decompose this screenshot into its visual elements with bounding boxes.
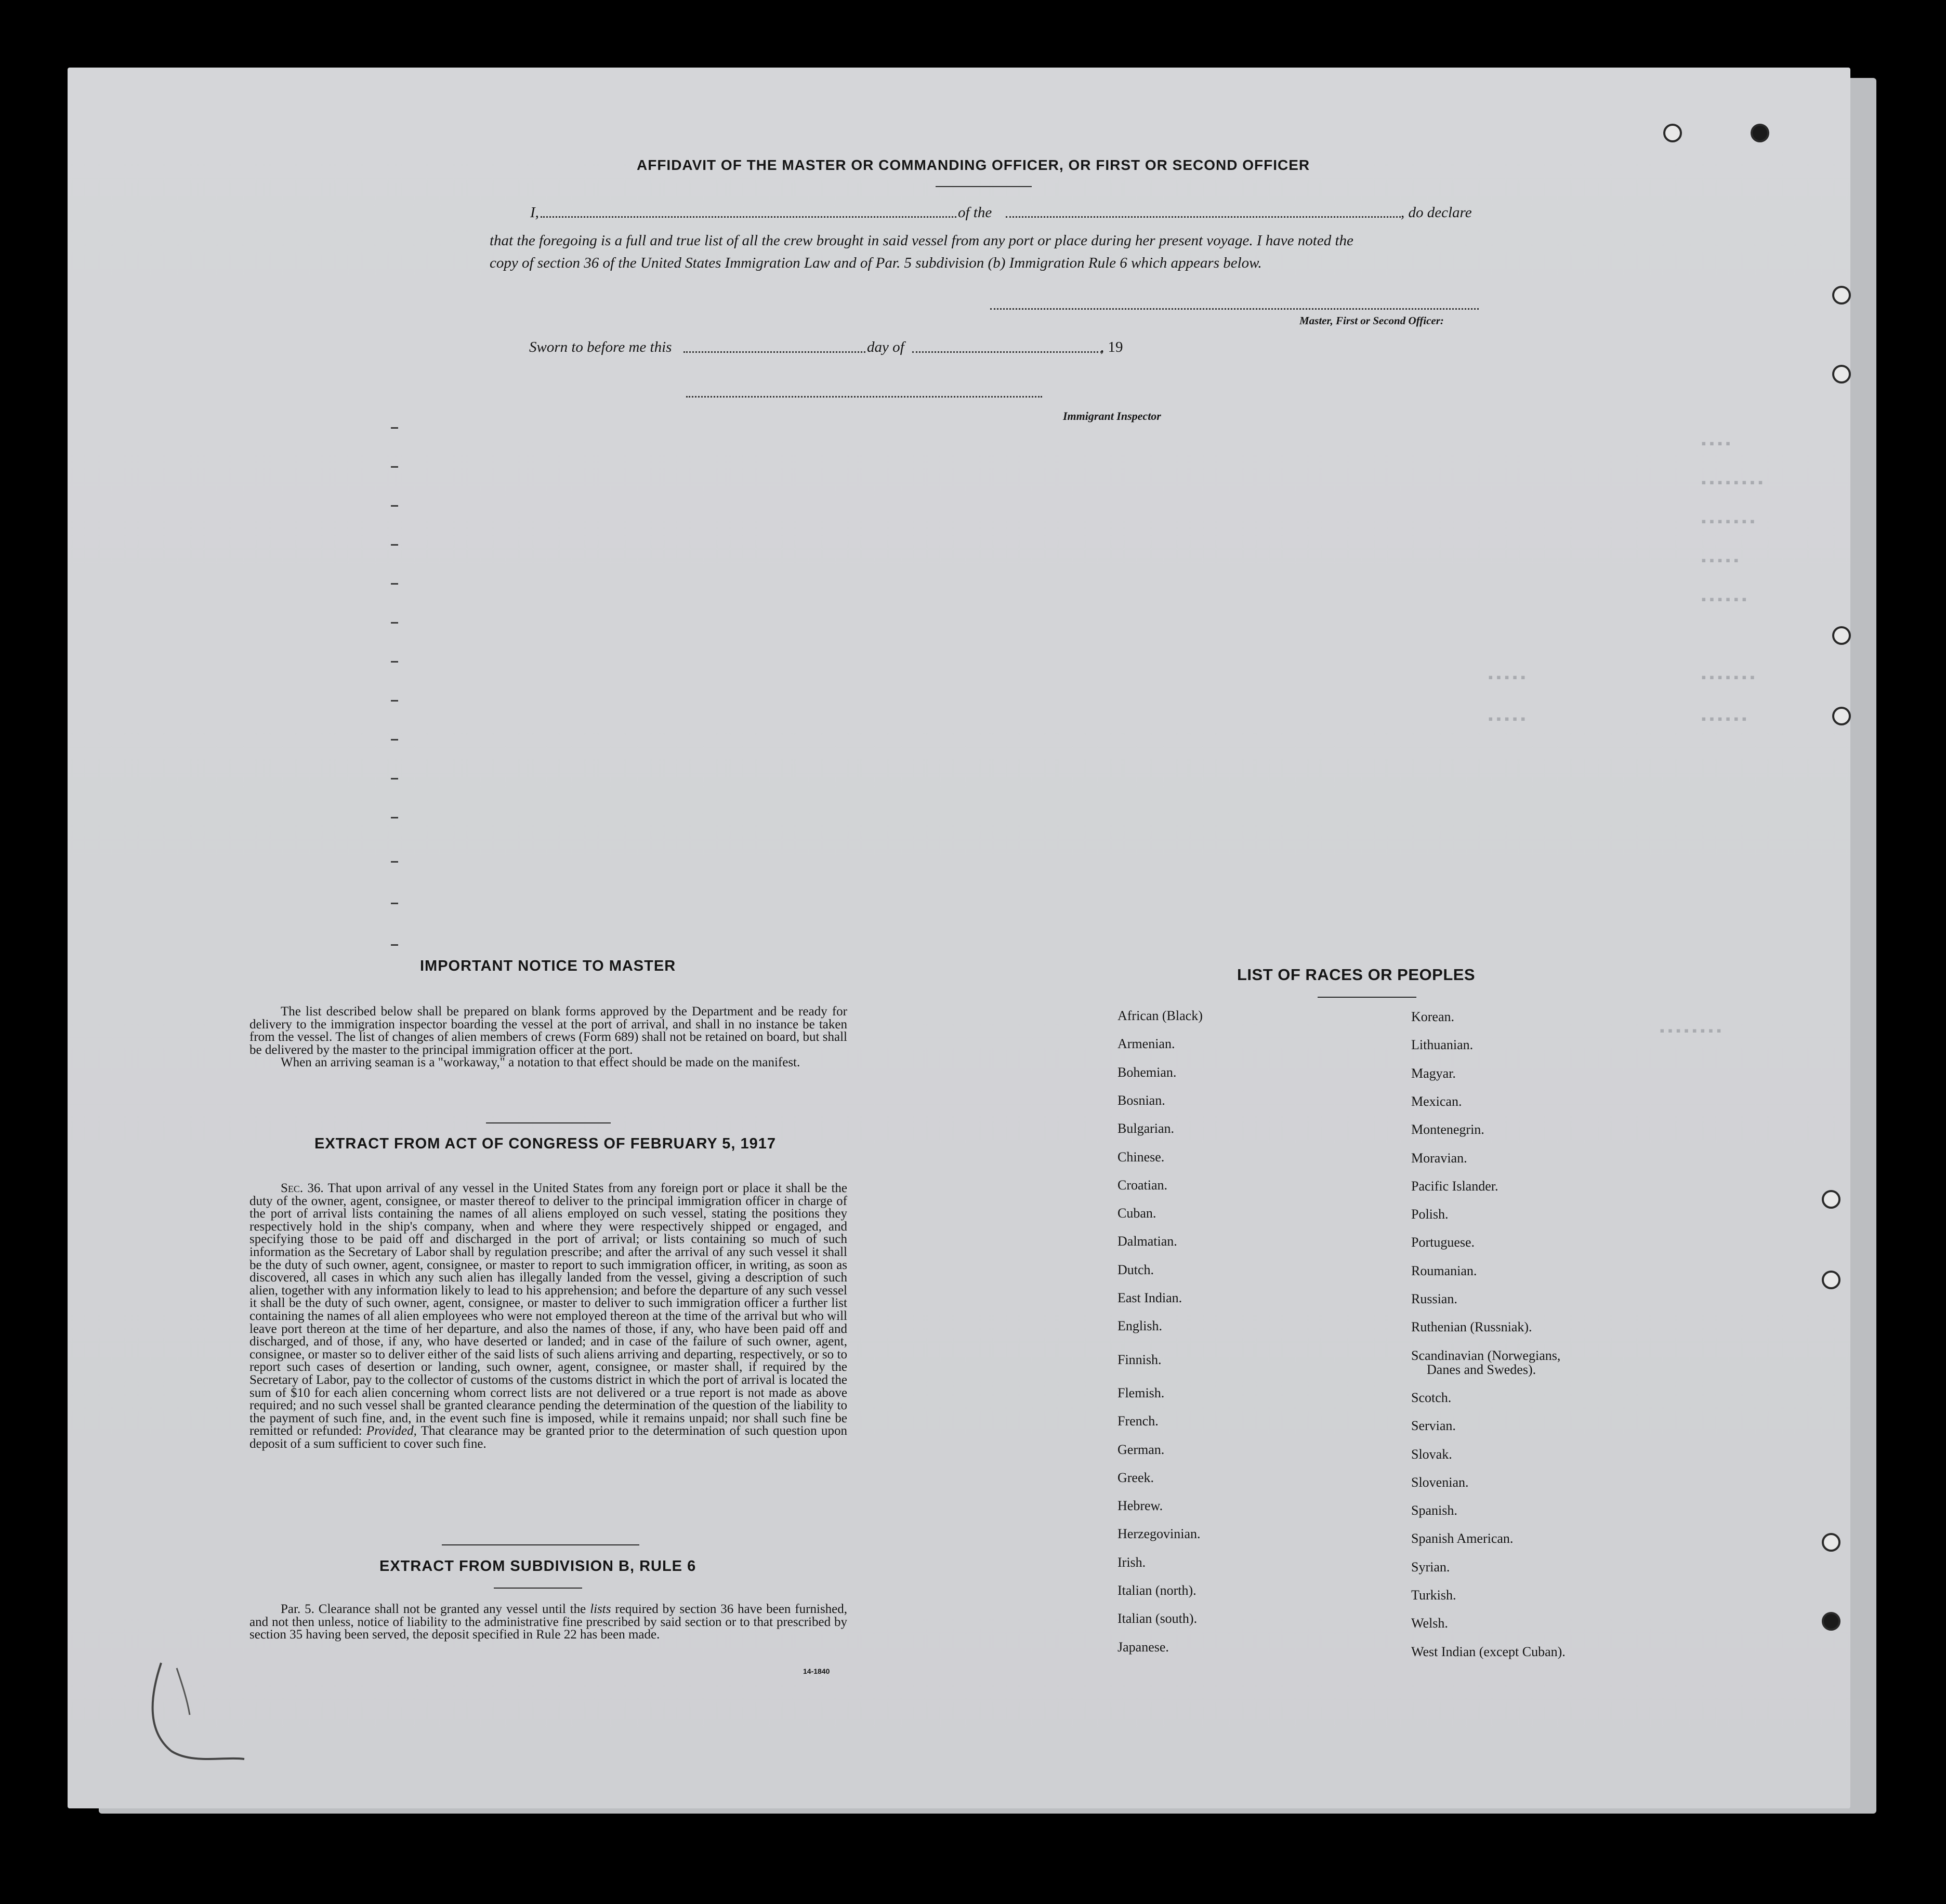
sworn-month-field[interactable] <box>912 351 1102 353</box>
margin-mark <box>391 817 398 818</box>
race-item: Italian (south). <box>1117 1611 1198 1627</box>
race-item: Syrian. <box>1411 1559 1450 1575</box>
race-item: Irish. <box>1117 1554 1146 1570</box>
sworn-day-field[interactable] <box>683 351 865 353</box>
race-item: Korean. <box>1411 1009 1455 1024</box>
race-item: African (Black) <box>1117 1008 1203 1023</box>
race-item: Russian. <box>1411 1291 1457 1306</box>
vessel-name-field[interactable] <box>1006 216 1401 218</box>
punch-hole <box>1822 1533 1840 1552</box>
race-item: Hebrew. <box>1117 1498 1163 1514</box>
race-item: Turkish. <box>1411 1588 1456 1603</box>
affidavit-declare-label: , do declare <box>1401 204 1472 221</box>
bleed-through-mark: ▪▪▪▪▪▪▪ <box>1700 670 1757 686</box>
margin-mark <box>391 505 398 507</box>
punch-hole <box>1822 1190 1840 1209</box>
act-section-end: That clearance may be granted prior to the determination of such question upon deposit of a sum sufficient to cover such fine. <box>249 1424 847 1451</box>
race-item: Roumanian. <box>1411 1263 1477 1278</box>
margin-mark <box>391 661 398 663</box>
bleed-through-mark: ▪▪▪▪▪ <box>1700 553 1741 569</box>
margin-mark <box>391 427 398 429</box>
punch-hole <box>1832 365 1851 384</box>
act-provided-label: Provided, <box>366 1424 417 1438</box>
race-item: Scotch. <box>1411 1390 1452 1405</box>
rule-text-lists: lists <box>590 1602 611 1616</box>
bleed-through-mark: ▪▪▪▪ <box>1700 437 1732 452</box>
margin-mark <box>391 544 398 546</box>
affidavit-line-1: that the foregoing is a full and true list of all the crew brought in said vessel from any port or place during her present voyage. I have noted the <box>490 232 1353 249</box>
punch-hole <box>1751 124 1769 142</box>
divider <box>1318 997 1416 998</box>
margin-mark <box>391 778 398 779</box>
race-item: Herzegovinian. <box>1117 1526 1201 1542</box>
race-item: Scandinavian (Norwegians, <box>1411 1347 1561 1363</box>
punch-hole <box>1822 1271 1840 1289</box>
divider <box>936 186 1032 187</box>
bleed-through-mark: ▪▪▪▪▪▪▪ <box>1700 514 1757 530</box>
race-item: Lithuanian. <box>1411 1037 1474 1053</box>
notice-text <box>249 1006 847 1069</box>
punch-hole <box>1822 1612 1840 1631</box>
punch-hole <box>1832 626 1851 645</box>
race-item: Bosnian. <box>1117 1092 1165 1108</box>
affidavit-i-label: I, <box>530 204 539 221</box>
rule-text-a: Par. 5. Clearance shall not be granted any vessel until the <box>281 1602 586 1616</box>
race-item: West Indian (except Cuban). <box>1411 1644 1566 1659</box>
handwritten-scrawl <box>140 1652 275 1772</box>
margin-mark <box>391 466 398 468</box>
race-item: Croatian. <box>1117 1177 1168 1193</box>
act-section-body: That upon arrival of any vessel in the United States from any foreign port or place it shall be the duty of the owner, agent, consignee, or master thereof to deliver to the principal immigration officer in charge of the port of arrival lists containing the names of all aliens employed on such vessel, stating the positions they respectively hold in the ship's company, when and where they were respectively shipped or engaged, and specifying those to be paid off and discharged in the port of arrival; or lists containing so much of such information as the Secretary of Labor shall by regulation prescribe; and after the arrival of any such vessel it shall be the duty of such owner, agent, consignee, or master to report to such immigration officer, in writing, as soon as discovered, all cases in which any such alien has illegally landed from the vessel, giving a description of such alien, together with any information likely to lead to his apprehension; and before the departure of any such vessel it shall be the duty of such owner, agent, consignee, or master to deliver to such immigration officer a further list containing the names of all alien employees who were not employed thereon at the time of the arrival but who will leave port thereon at the time of her departure, and also the names of those, if any, who have been paid off and discharged, and of those, if any, who have deserted or landed; and in case of the failure of such owner, agent, consignee, or master so to deliver either of the said lists of such aliens arriving and departing, respectively, or so to report such cases of desertion or landing, such owner, agent, consignee, or master shall, if required by the Secretary of Labor, pay to the collector of customs of the customs district in which the port of arrival is located the sum of $10 for each alien concerning whom correct lists are not delivered or a true report is not made as above required; and no such vessel shall be granted clearance pending the determination of the question of the liability to the payment of such fine, and, in the event such fine is imposed, while it remains unpaid; nor shall such fine be remitted or refunded: <box>249 1181 847 1438</box>
margin-mark <box>391 739 398 741</box>
races-title: LIST OF RACES OR PEOPLES <box>1237 966 1476 984</box>
master-name-field[interactable] <box>541 216 956 218</box>
act-extract-title: EXTRACT FROM ACT OF CONGRESS OF FEBRUARY 5, 1917 <box>314 1135 777 1152</box>
race-item: Servian. <box>1411 1418 1456 1434</box>
notice-paragraph-2: When an arriving seaman is a "workaway," a notation to that effect should be made on the manifest. <box>281 1055 800 1070</box>
race-item: German. <box>1117 1442 1165 1457</box>
bleed-through-mark: ▪▪▪▪▪▪ <box>1700 712 1748 728</box>
rule-extract-title: EXTRACT FROM SUBDIVISION B, RULE 6 <box>379 1558 696 1575</box>
race-item: Moravian. <box>1411 1150 1467 1166</box>
race-item: Dutch. <box>1117 1262 1154 1277</box>
bleed-through-mark: ▪▪▪▪▪▪▪▪ <box>1658 1024 1723 1039</box>
race-item: Bulgarian. <box>1117 1121 1175 1136</box>
race-item: Greek. <box>1117 1470 1154 1485</box>
race-item: Polish. <box>1411 1207 1449 1222</box>
race-item: Montenegrin. <box>1411 1122 1484 1138</box>
race-item: Dalmatian. <box>1117 1234 1177 1249</box>
bleed-through-mark: ▪▪▪▪▪▪▪▪ <box>1700 475 1765 491</box>
year-label: , 19 <box>1100 339 1123 355</box>
margin-mark <box>391 861 398 863</box>
divider <box>442 1544 639 1545</box>
margin-mark <box>391 903 398 904</box>
bleed-through-mark: ▪▪▪▪▪ <box>1487 670 1528 686</box>
divider <box>494 1588 582 1589</box>
rule-text-b: required by section 36 have been furnished, and not then unless, notice of liability to the administrative fine prescribed by said section or to that prescribed by section 35 having been served, the deposit specified in Rule 22 has been made. <box>249 1602 848 1642</box>
affidavit-line-2: copy of section 36 of the United States Immigration Law and of Par. 5 subdivision (b) Immigration Rule 6 which appears below. <box>490 255 1262 271</box>
race-item: Finnish. <box>1117 1352 1162 1367</box>
race-item: French. <box>1117 1413 1159 1429</box>
race-item: Ruthenian (Russniak). <box>1411 1319 1532 1335</box>
margin-mark <box>391 700 398 702</box>
punch-hole <box>1832 286 1851 305</box>
punch-hole <box>1663 124 1682 142</box>
act-extract-text <box>249 1182 847 1450</box>
race-item: Mexican. <box>1411 1093 1462 1109</box>
race-item: Flemish. <box>1117 1385 1165 1400</box>
margin-mark <box>391 622 398 624</box>
sworn-label: Sworn to before me this <box>529 339 672 355</box>
race-item: Cuban. <box>1117 1206 1156 1221</box>
race-item: East Indian. <box>1117 1290 1182 1305</box>
act-section-label: Sec. 36. <box>281 1181 324 1195</box>
divider <box>486 1122 611 1123</box>
race-item: Japanese. <box>1117 1639 1169 1655</box>
race-item: Armenian. <box>1117 1036 1175 1052</box>
master-signature-label: Master, First or Second Officer: <box>1299 314 1444 327</box>
race-item: Portuguese. <box>1411 1235 1475 1250</box>
form-number: 14-1840 <box>803 1667 830 1675</box>
punch-hole <box>1832 707 1851 725</box>
race-item: Slovenian. <box>1411 1474 1469 1490</box>
race-item: Italian (north). <box>1117 1583 1196 1598</box>
race-item: Bohemian. <box>1117 1064 1177 1080</box>
race-item: Spanish. <box>1411 1503 1457 1518</box>
race-item: Pacific Islander. <box>1411 1178 1498 1194</box>
race-item: Welsh. <box>1411 1616 1448 1631</box>
notice-paragraph-1: The list described below shall be prepared on blank forms approved by the Department and be ready for delivery to the immigration inspector boarding the vessel at the port of arrival, and shall in no instance be taken from the vessel. The list of changes of alien members of crews (Form 689) shall not be retained on board, but shall be delivered by the master to the principal immigration officer at the port. <box>249 1004 847 1057</box>
affidavit-title: AFFIDAVIT OF THE MASTER OR COMMANDING OFFICER, OR FIRST OR SECOND OFFICER <box>637 157 1310 173</box>
margin-mark <box>391 944 398 946</box>
race-item: English. <box>1117 1318 1162 1334</box>
inspector-signature-field[interactable] <box>686 396 1042 398</box>
bleed-through-mark: ▪▪▪▪▪▪ <box>1700 592 1748 608</box>
race-item: Danes and Swedes). <box>1427 1361 1536 1377</box>
margin-mark <box>391 583 398 585</box>
master-signature-field[interactable] <box>990 308 1479 310</box>
race-item: Chinese. <box>1117 1149 1165 1165</box>
race-item: Slovak. <box>1411 1446 1452 1462</box>
race-item: Magyar. <box>1411 1065 1456 1081</box>
notice-title: IMPORTANT NOTICE TO MASTER <box>420 958 676 974</box>
affidavit-of-the-label: of the <box>958 204 992 221</box>
document-page <box>68 68 1850 1808</box>
rule-extract-text <box>249 1603 847 1642</box>
inspector-label: Immigrant Inspector <box>1063 409 1161 422</box>
race-item: Spanish American. <box>1411 1531 1514 1546</box>
bleed-through-mark: ▪▪▪▪▪ <box>1487 712 1528 728</box>
day-of-label: day of <box>867 339 904 355</box>
